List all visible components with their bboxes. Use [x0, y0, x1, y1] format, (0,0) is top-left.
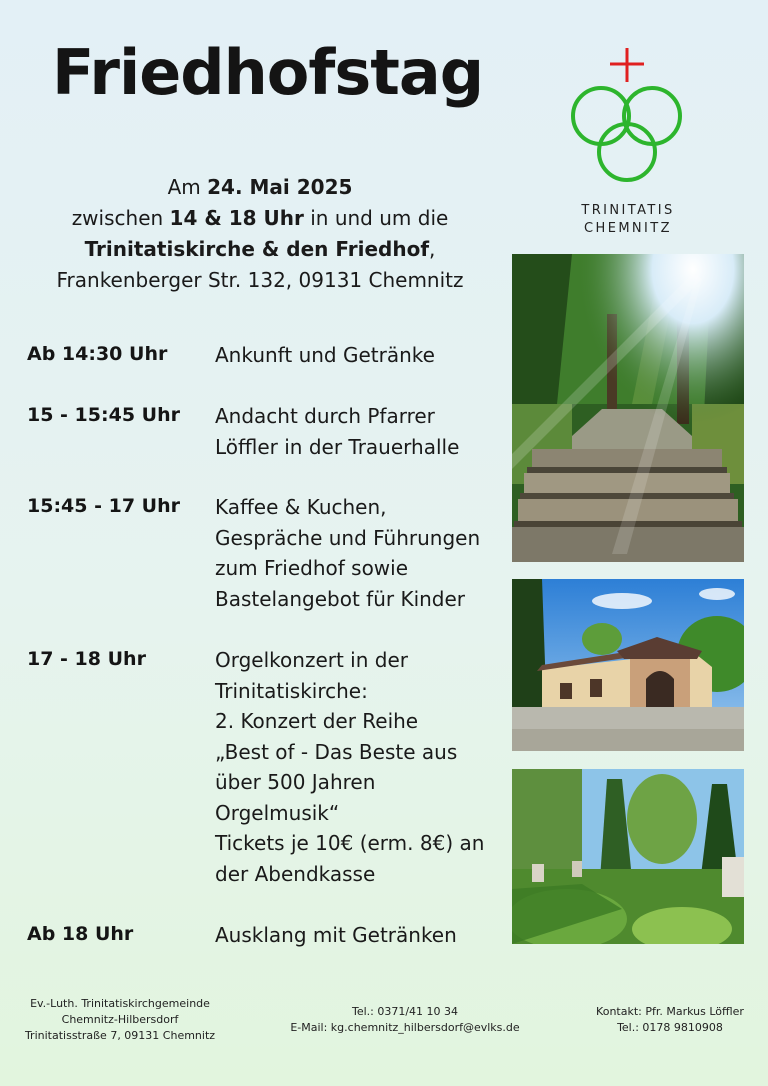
- schedule-time: 15 - 15:45 Uhr: [27, 404, 180, 426]
- photo-chapel: [512, 579, 744, 751]
- footer-contact-name: Kontakt: Pfr. Markus Löffler: [596, 1005, 744, 1018]
- schedule-line: der Abendkasse: [215, 861, 376, 886]
- footer-contact-phone: Tel.: 0178 9810908: [617, 1021, 723, 1034]
- logo-wordmark: [560, 202, 696, 238]
- schedule-time: Ab 18 Uhr: [27, 923, 134, 945]
- footer-contact-pastor: [590, 1004, 750, 1036]
- schedule-line: Trinitatiskirche:: [215, 678, 368, 703]
- schedule-line: Orgelkonzert in der: [215, 648, 408, 672]
- schedule-description: [215, 645, 505, 889]
- photo-graves: [512, 769, 744, 944]
- footer-phone: Tel.: 0371/41 10 34: [351, 1005, 459, 1018]
- footer-contact-parish: [280, 1004, 530, 1036]
- three-rings-icon: [573, 88, 680, 180]
- photo-cemetery-steps: [512, 254, 744, 562]
- schedule-line: Ankunft und Getränke: [215, 343, 435, 367]
- footer-line: Ev.-Luth. Trinitatiskirchgemeinde: [30, 997, 210, 1010]
- intro-date-prefix: Am: [167, 175, 208, 199]
- intro-time-prefix: zwischen: [71, 206, 170, 230]
- page-title: Friedhofstag: [52, 36, 484, 109]
- schedule-line: Löffler in der Trauerhalle: [215, 434, 460, 459]
- logo-line2: CHEMNITZ: [584, 221, 672, 236]
- intro-time-suffix: in und um die: [303, 206, 449, 230]
- schedule-line: Orgelmusik“: [215, 800, 340, 825]
- intro-location: Trinitatiskirche & den Friedhof: [84, 237, 430, 261]
- logo-line1: TRINITATIS: [581, 203, 675, 218]
- footer-line: Chemnitz-Hilbersdorf: [61, 1013, 179, 1026]
- intro-address: Frankenberger Str. 132, 09131 Chemnitz: [56, 268, 464, 292]
- schedule-line: über 500 Jahren: [215, 770, 376, 794]
- schedule-line: 2. Konzert der Reihe: [215, 709, 419, 733]
- trinitatis-logo: [566, 44, 692, 194]
- footer-email[interactable]: E-Mail: kg.chemnitz_hilbersdorf@evlks.de: [290, 1021, 520, 1034]
- cross-icon: [610, 48, 644, 82]
- schedule-line: „Best of - Das Beste aus: [215, 739, 458, 764]
- schedule-line: Kaffee & Kuchen,: [215, 495, 387, 519]
- footer-address: [22, 996, 218, 1044]
- schedule-line: zum Friedhof sowie: [215, 556, 409, 580]
- intro-time: 14 & 18 Uhr: [169, 206, 304, 230]
- schedule-time: Ab 14:30 Uhr: [27, 343, 168, 365]
- event-intro: [0, 172, 520, 296]
- schedule-description: [215, 492, 505, 614]
- schedule-line: Gespräche und Führungen: [215, 525, 481, 550]
- schedule-description: [215, 401, 505, 462]
- footer-line: Trinitatisstraße 7, 09131 Chemnitz: [24, 1029, 216, 1042]
- schedule-time: 17 - 18 Uhr: [27, 648, 146, 670]
- schedule-time: 15:45 - 17 Uhr: [27, 495, 180, 517]
- intro-location-suffix: ,: [429, 237, 436, 261]
- schedule-line: Andacht durch Pfarrer: [215, 404, 435, 428]
- schedule-line: Tickets je 10€ (erm. 8€) an: [215, 831, 485, 855]
- schedule-description: [215, 920, 505, 951]
- schedule-description: [215, 340, 505, 371]
- intro-date: 24. Mai 2025: [207, 175, 353, 199]
- schedule-line: Ausklang mit Getränken: [215, 923, 457, 947]
- schedule-line: Bastelangebot für Kinder: [215, 586, 466, 611]
